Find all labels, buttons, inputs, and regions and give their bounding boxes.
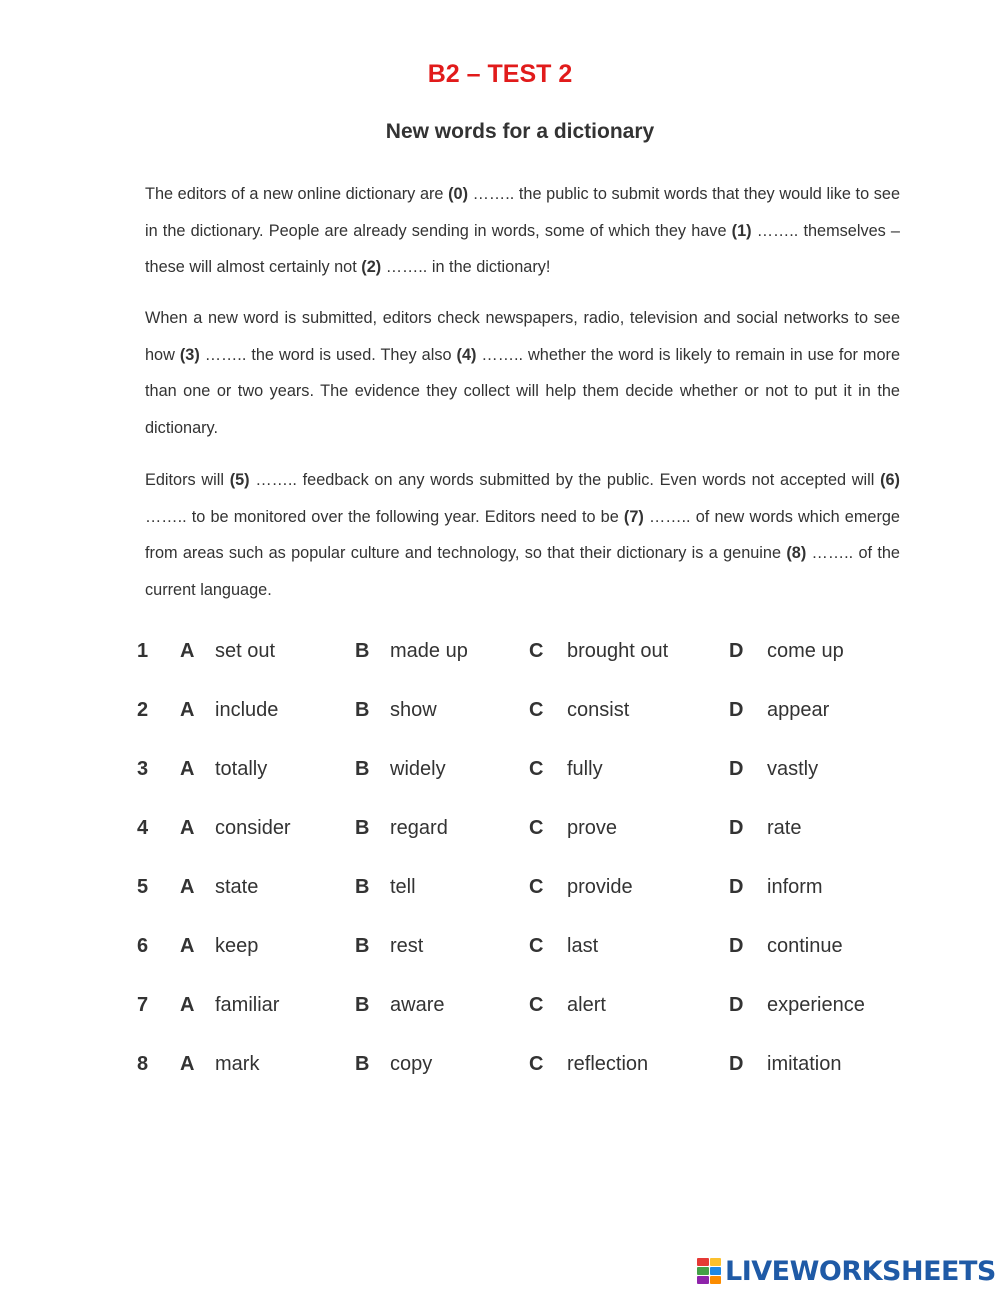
question-row-7 xyxy=(0,994,1000,1034)
logo-block xyxy=(710,1267,722,1275)
question-number: 8 xyxy=(137,1053,149,1075)
option-letter-d: D xyxy=(729,935,744,957)
logo-block xyxy=(697,1258,709,1266)
option-letter-a: A xyxy=(180,817,195,839)
option-letter-b: B xyxy=(355,994,370,1016)
option-c[interactable]: last xyxy=(567,935,599,957)
question-number: 3 xyxy=(137,758,149,780)
option-letter-b: B xyxy=(355,758,370,780)
option-letter-d: D xyxy=(729,640,744,662)
option-b[interactable]: regard xyxy=(390,817,448,839)
option-c[interactable]: alert xyxy=(567,994,606,1016)
option-letter-b: B xyxy=(355,1053,370,1075)
option-letter-c: C xyxy=(529,935,544,957)
option-c[interactable]: consist xyxy=(567,699,630,721)
question-number: 5 xyxy=(137,876,149,898)
option-c[interactable]: prove xyxy=(567,817,618,839)
brand-name: LIVEWORKSHEETS xyxy=(725,1255,996,1287)
option-letter-c: C xyxy=(529,876,544,898)
option-d[interactable]: imitation xyxy=(767,1053,842,1075)
document-title: New words for a dictionary xyxy=(385,120,655,143)
option-d[interactable]: come up xyxy=(767,640,844,662)
option-b[interactable]: widely xyxy=(390,758,446,780)
option-letter-d: D xyxy=(729,699,744,721)
question-row-6 xyxy=(0,935,1000,975)
gap-1: (1) xyxy=(731,221,752,240)
option-letter-b: B xyxy=(355,817,370,839)
option-a[interactable]: consider xyxy=(215,817,291,839)
option-letter-d: D xyxy=(729,994,744,1016)
paragraph-3: Editors will (5) …….. feedback on any words submitted by the public. Even words not accepted will (6) …….. to be monitored over the following year. Editors need to be (7) …….. of new words which emerge from areas such as popular culture and technology, so that their dictionary is a genuine (8) …….. of the current language. xyxy=(145,471,900,599)
question-row-2 xyxy=(0,699,1000,739)
logo-block xyxy=(710,1276,722,1284)
option-a[interactable]: include xyxy=(215,699,279,721)
option-letter-a: A xyxy=(180,935,195,957)
option-letter-a: A xyxy=(180,876,195,898)
option-d[interactable]: inform xyxy=(767,876,823,898)
option-b[interactable]: copy xyxy=(390,1053,433,1075)
gap-2: (2) xyxy=(361,258,382,276)
option-c[interactable]: brought out xyxy=(567,640,669,662)
option-letter-c: C xyxy=(529,640,544,662)
option-b[interactable]: made up xyxy=(390,640,468,662)
option-d[interactable]: appear xyxy=(767,699,830,721)
question-number: 4 xyxy=(137,817,149,839)
option-c[interactable]: fully xyxy=(567,758,603,780)
option-a[interactable]: familiar xyxy=(215,994,280,1016)
question-row-8 xyxy=(0,1053,1000,1093)
option-b[interactable]: aware xyxy=(390,994,445,1016)
page-heading: B2 – TEST 2 xyxy=(427,60,573,88)
gap-3: (3) xyxy=(179,345,200,364)
question-row-1 xyxy=(0,640,1000,680)
option-d[interactable]: continue xyxy=(767,935,843,957)
option-a[interactable]: state xyxy=(215,876,259,898)
gap-7: (7) xyxy=(623,507,644,526)
option-b[interactable]: tell xyxy=(390,876,416,898)
option-letter-b: B xyxy=(355,876,370,898)
option-d[interactable]: rate xyxy=(767,817,802,839)
question-number: 7 xyxy=(137,994,149,1016)
option-letter-a: A xyxy=(180,699,195,721)
gap-4: (4) xyxy=(456,345,477,364)
gap-6: (6) xyxy=(880,471,900,489)
option-letter-a: A xyxy=(180,640,195,662)
gap-5: (5) xyxy=(229,471,250,489)
option-b[interactable]: rest xyxy=(390,935,424,957)
option-d[interactable]: experience xyxy=(767,994,865,1016)
question-number: 1 xyxy=(137,640,149,662)
option-letter-d: D xyxy=(729,758,744,780)
option-letter-c: C xyxy=(529,758,544,780)
question-number: 2 xyxy=(137,699,149,721)
paragraph-1: The editors of a new online dictionary are (0) …….. the public to submit words that they would like to see in the dictionary. People are already sending in words, some of which they have (1) …….. themselves – these will almost certainly not (2) …….. in the dictionary! xyxy=(145,185,900,276)
option-letter-a: A xyxy=(180,994,195,1016)
option-letter-d: D xyxy=(729,1053,744,1075)
option-letter-d: D xyxy=(729,817,744,839)
option-letter-b: B xyxy=(355,640,370,662)
paragraph-2: When a new word is submitted, editors check newspapers, radio, television and social networks to see how (3) …….. the word is used. They also (4) …….. whether the word is likely to remain in use for more than one or two years. The evidence they collect will help them decide whether or not to put it in the dictionary. xyxy=(145,309,900,437)
logo-block xyxy=(697,1276,709,1284)
liveworksheets-logo-icon xyxy=(697,1258,721,1284)
option-letter-c: C xyxy=(529,817,544,839)
gap-8: (8) xyxy=(786,544,807,562)
option-letter-b: B xyxy=(355,699,370,721)
option-a[interactable]: totally xyxy=(215,758,268,780)
option-letter-c: C xyxy=(529,994,544,1016)
option-letter-c: C xyxy=(529,699,544,721)
question-row-3 xyxy=(0,758,1000,798)
option-letter-b: B xyxy=(355,935,370,957)
logo-block xyxy=(710,1258,722,1266)
option-a[interactable]: set out xyxy=(215,640,276,662)
liveworksheets-brand[interactable] xyxy=(697,1254,996,1288)
option-letter-a: A xyxy=(180,1053,195,1075)
question-row-5 xyxy=(0,876,1000,916)
option-letter-d: D xyxy=(729,876,744,898)
option-letter-a: A xyxy=(180,758,195,780)
option-c[interactable]: provide xyxy=(567,876,633,898)
option-a[interactable]: mark xyxy=(215,1053,260,1075)
option-c[interactable]: reflection xyxy=(567,1053,649,1075)
option-b[interactable]: show xyxy=(390,699,437,721)
question-number: 6 xyxy=(137,935,149,957)
option-a[interactable]: keep xyxy=(215,935,259,957)
option-letter-c: C xyxy=(529,1053,544,1075)
question-row-4 xyxy=(0,817,1000,857)
logo-block xyxy=(697,1267,709,1275)
gap-0: (0) xyxy=(448,185,469,203)
option-d[interactable]: vastly xyxy=(767,758,819,780)
